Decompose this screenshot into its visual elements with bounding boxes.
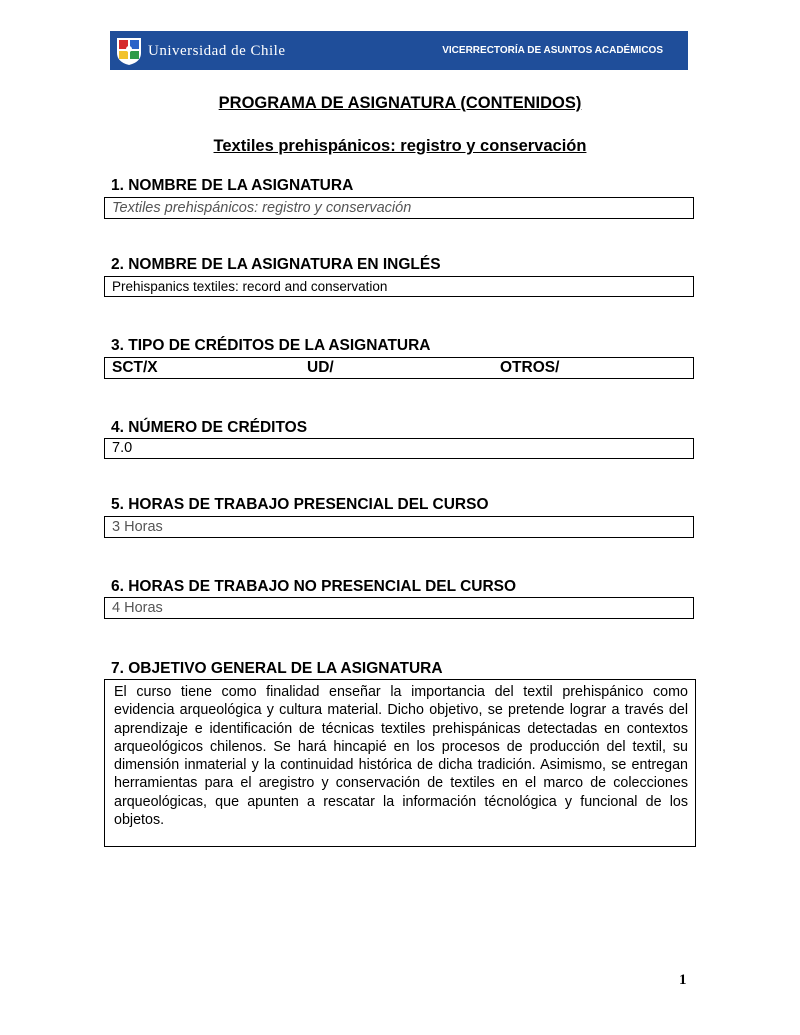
- section-4-heading: 4. NÚMERO DE CRÉDITOS: [111, 419, 308, 436]
- header-banner: [110, 31, 688, 70]
- page-number: 1: [679, 972, 687, 988]
- credit-type-ud: UD/: [307, 359, 334, 376]
- department-name: VICERRECTORÍA DE ASUNTOS ACADÉMICOS: [442, 45, 663, 56]
- document-subtitle: Textiles prehispánicos: registro y conservación: [213, 137, 587, 155]
- section-7-heading: 7. OBJETIVO GENERAL DE LA ASIGNATURA: [111, 660, 443, 677]
- section-1-heading: 1. NOMBRE DE LA ASIGNATURA: [111, 177, 354, 194]
- section-5-heading: 5. HORAS DE TRABAJO PRESENCIAL DEL CURSO: [111, 496, 489, 513]
- university-name: Universidad de Chile: [148, 43, 286, 59]
- section-3-heading: 3. TIPO DE CRÉDITOS DE LA ASIGNATURA: [111, 337, 431, 354]
- section-2-heading: 2. NOMBRE DE LA ASIGNATURA EN INGLÉS: [111, 256, 441, 273]
- credit-type-sct: SCT/X: [112, 359, 158, 376]
- section-4-value: 7.0: [104, 438, 694, 459]
- section-6-heading: 6. HORAS DE TRABAJO NO PRESENCIAL DEL CURSO: [111, 578, 517, 595]
- credit-type-otros: OTROS/: [500, 359, 560, 376]
- section-5-value: 3 Horas: [104, 516, 694, 538]
- university-crest-icon: [116, 36, 142, 66]
- section-3-credits-row: [104, 357, 694, 379]
- document-title: PROGRAMA DE ASIGNATURA (CONTENIDOS): [218, 94, 582, 112]
- section-7-objective-text: El curso tiene como finalidad enseñar la importancia del textil prehispánico como evidencia arqueológica y cultura material. Dicho objetivo, se pretende lograr a través del aprendizaje e identificación de técnicas textiles prehispánicas detectadas en contextos arqueológicos chilenos. Se hará hincapié en los procesos de producción del textil, su dimensión inmaterial y la continuidad histórica de dicha tradición. Asimismo, se entregan herramientas para el aregistro y conservación de textiles en el marco de colecciones arqueológicas, que apunten a rescatar la información técnológica y funcional de los objetos.: [104, 679, 696, 847]
- section-1-value: Textiles prehispánicos: registro y conservación: [104, 197, 694, 219]
- section-2-value: Prehispanics textiles: record and conservation: [104, 276, 694, 297]
- section-6-value: 4 Horas: [104, 597, 694, 619]
